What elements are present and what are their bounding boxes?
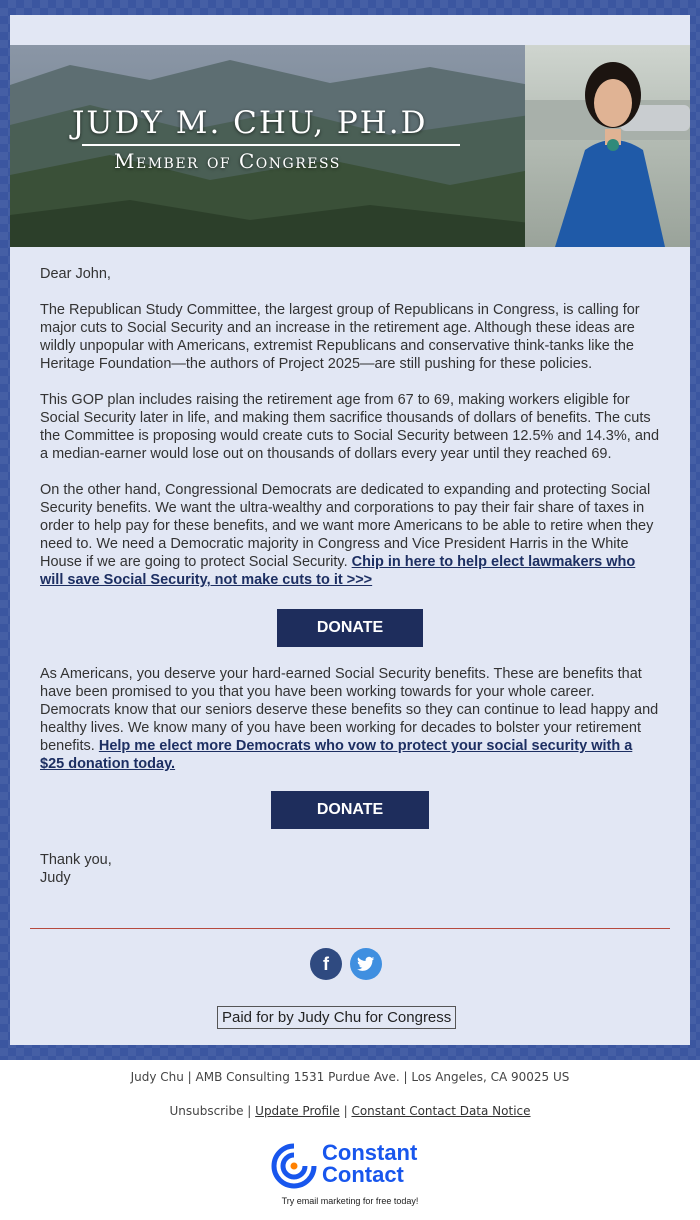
donate-25-link[interactable]: Help me elect more Democrats who vow to protect your social security with a $25 donation today. xyxy=(40,738,633,772)
greeting: Dear John, xyxy=(40,266,111,282)
twitter-bird-icon xyxy=(357,956,375,972)
twitter-icon[interactable] xyxy=(350,948,382,980)
cc-line-1: Constant xyxy=(322,1140,418,1165)
banner-title: JUDY M. CHU, PH.D xyxy=(72,105,428,141)
separator: | xyxy=(343,1104,348,1118)
paragraph-4 xyxy=(40,665,660,773)
paragraph-4-text: As Americans, you deserve your hard-earned Social Security benefits. These are benefits that have been promised to you that you have been working towards for your whole career. Democrats know that our seniors deserve these benefits so they can continue to lead happy and healthy lives. We know many of you have been working for decades to bolster your retirement benefits. xyxy=(40,666,659,754)
constant-contact-wordmark xyxy=(322,1142,417,1186)
facebook-icon[interactable] xyxy=(310,948,342,980)
donate-button-1[interactable]: DONATE xyxy=(277,609,423,647)
data-notice-link[interactable]: Constant Contact Data Notice xyxy=(351,1104,531,1118)
portrait-figure xyxy=(525,45,690,247)
signature: Judy xyxy=(40,870,71,886)
unsubscribe-link[interactable]: Unsubscribe xyxy=(169,1104,244,1118)
letter-body xyxy=(40,265,660,887)
header-banner xyxy=(10,45,690,247)
paragraph-2: This GOP plan includes raising the retirement age from 67 to 69, making workers eligible for Social Security later in life, and making them sacrifice thousands of dollars of benefits. The cuts the Committee is proposing would create cuts to Social Security between 12.5% and 14.3%, and a median-earner would lose out on thousands of dollars every year until they reached 69. xyxy=(40,392,660,462)
cc-line-2: Contact xyxy=(322,1162,404,1187)
constant-contact-logo[interactable] xyxy=(270,1142,440,1190)
footer-address: Judy Chu | AMB Consulting 1531 Purdue Ave. | Los Angeles, CA 90025 US xyxy=(130,1070,570,1084)
paragraph-3 xyxy=(40,481,660,589)
constant-contact-mark-icon xyxy=(270,1142,318,1190)
separator: | xyxy=(247,1104,252,1118)
paragraph-1: The Republican Study Committee, the largest group of Republicans in Congress, is calling for major cuts to Social Security and an increase in the retirement age. Although these ideas are wildly unpopular with Americans, extremist Republicans and conservative think-tanks like the Heritage Foundation—the authors of Project 2025—are still pushing for these policies. xyxy=(40,302,640,372)
update-profile-link[interactable]: Update Profile xyxy=(255,1104,340,1118)
paid-for-disclaimer: Paid for by Judy Chu for Congress xyxy=(217,1006,456,1029)
banner-subtitle: Member of Congress xyxy=(114,149,341,173)
facebook-glyph: f xyxy=(323,953,329,974)
footer-divider xyxy=(30,928,670,929)
constant-contact-tagline[interactable]: Try email marketing for free today! xyxy=(281,1196,419,1206)
closing: Thank you, xyxy=(40,852,112,868)
paragraph-3-text: On the other hand, Congressional Democrats are dedicated to expanding and protecting Social Security benefits. We want the ultra-wealthy and corporations to pay their fair share of taxes in order to help pay for these benefits, and we want more Americans to be able to retire when they need to. We need a Democratic majority in Congress and Vice President Harris in the White House if we are going to protect Social Security. xyxy=(40,482,654,570)
chip-in-link[interactable]: Chip in here to help elect lawmakers who will save Social Security, not make cuts to it >>> xyxy=(40,554,636,588)
footer-links xyxy=(0,1104,700,1118)
portrait-photo xyxy=(525,45,690,247)
donate-button-2[interactable]: DONATE xyxy=(271,791,429,829)
banner-rule xyxy=(82,144,460,146)
email-card xyxy=(10,15,690,1045)
